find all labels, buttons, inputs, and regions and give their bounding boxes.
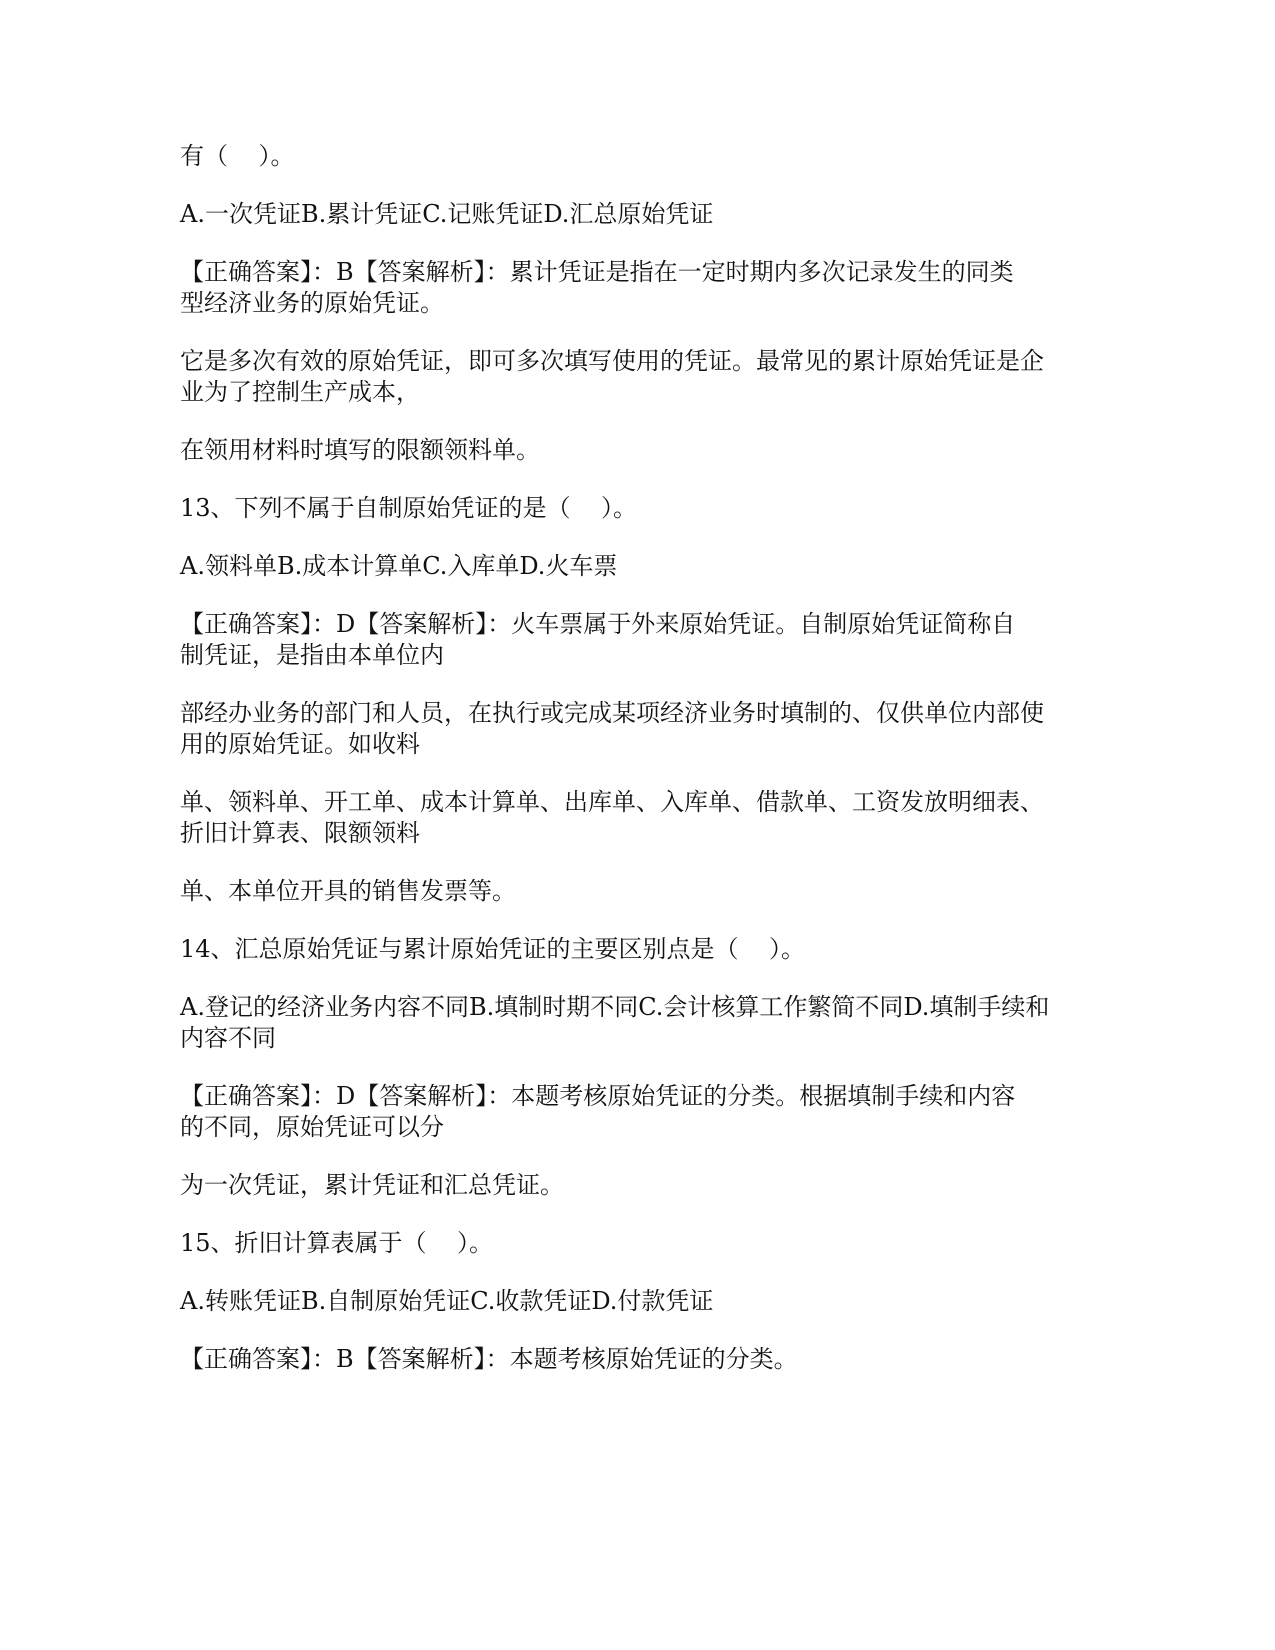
text-line: 折旧计算表、限额领料	[180, 819, 420, 847]
text-paragraph	[180, 698, 1060, 760]
text-line: 单、本单位开具的销售发票等。	[180, 877, 516, 905]
text-line: 制凭证，是指由本单位内	[180, 641, 444, 669]
text-line: 单、领料单、开工单、成本计算单、出库单、入库单、借款单、工资发放明细表、	[180, 788, 1044, 816]
text-line: 在领用材料时填写的限额领料单。	[180, 436, 540, 464]
text-line: 部经办业务的部门和人员，在执行或完成某项经济业务时填制的、仅供单位内部使	[180, 699, 1044, 727]
text-paragraph	[180, 551, 1060, 582]
text-paragraph	[180, 346, 1060, 408]
text-paragraph	[180, 787, 1060, 849]
text-line: A.转账凭证B.自制原始凭证C.收款凭证D.付款凭证	[180, 1287, 714, 1315]
text-paragraph	[180, 992, 1060, 1054]
document-body	[180, 141, 1060, 1402]
text-line: 用的原始凭证。如收料	[180, 730, 420, 758]
text-paragraph	[180, 876, 1060, 907]
text-line: A.领料单B.成本计算单C.入库单D.火车票	[180, 552, 618, 580]
text-line: 业为了控制生产成本，	[180, 378, 420, 406]
text-line: A.一次凭证B.累计凭证C.记账凭证D.汇总原始凭证	[180, 200, 714, 228]
text-paragraph	[180, 934, 1060, 965]
text-paragraph	[180, 1286, 1060, 1317]
text-line: 15、折旧计算表属于（ ）。	[180, 1229, 494, 1257]
text-paragraph	[180, 1170, 1060, 1201]
text-line: 的不同，原始凭证可以分	[180, 1113, 444, 1141]
text-line: A.登记的经济业务内容不同B.填制时期不同C.会计核算工作繁简不同D.填制手续和	[180, 993, 1050, 1021]
text-line: 有（ ）。	[180, 142, 295, 170]
text-line: 为一次凭证，累计凭证和汇总凭证。	[180, 1171, 564, 1199]
text-paragraph	[180, 1228, 1060, 1259]
text-line: 13、下列不属于自制原始凭证的是（ ）。	[180, 494, 638, 522]
text-line: 型经济业务的原始凭证。	[180, 289, 444, 317]
text-line: 【正确答案】：D【答案解析】：本题考核原始凭证的分类。根据填制手续和内容	[180, 1082, 1016, 1110]
text-paragraph	[180, 609, 1060, 671]
text-line: 内容不同	[180, 1024, 276, 1052]
text-paragraph	[180, 435, 1060, 466]
text-line: 【正确答案】：B【答案解析】：累计凭证是指在一定时期内多次记录发生的同类	[180, 258, 1014, 286]
text-line: 【正确答案】：B【答案解析】：本题考核原始凭证的分类。	[180, 1345, 798, 1373]
text-paragraph	[180, 257, 1060, 319]
text-paragraph	[180, 1344, 1060, 1375]
text-line: 【正确答案】：D【答案解析】：火车票属于外来原始凭证。自制原始凭证简称自	[180, 610, 1016, 638]
text-paragraph	[180, 1081, 1060, 1143]
text-paragraph	[180, 199, 1060, 230]
text-paragraph	[180, 493, 1060, 524]
text-line: 它是多次有效的原始凭证，即可多次填写使用的凭证。最常见的累计原始凭证是企	[180, 347, 1044, 375]
text-line: 14、汇总原始凭证与累计原始凭证的主要区别点是（ ）。	[180, 935, 806, 963]
text-paragraph	[180, 141, 1060, 172]
